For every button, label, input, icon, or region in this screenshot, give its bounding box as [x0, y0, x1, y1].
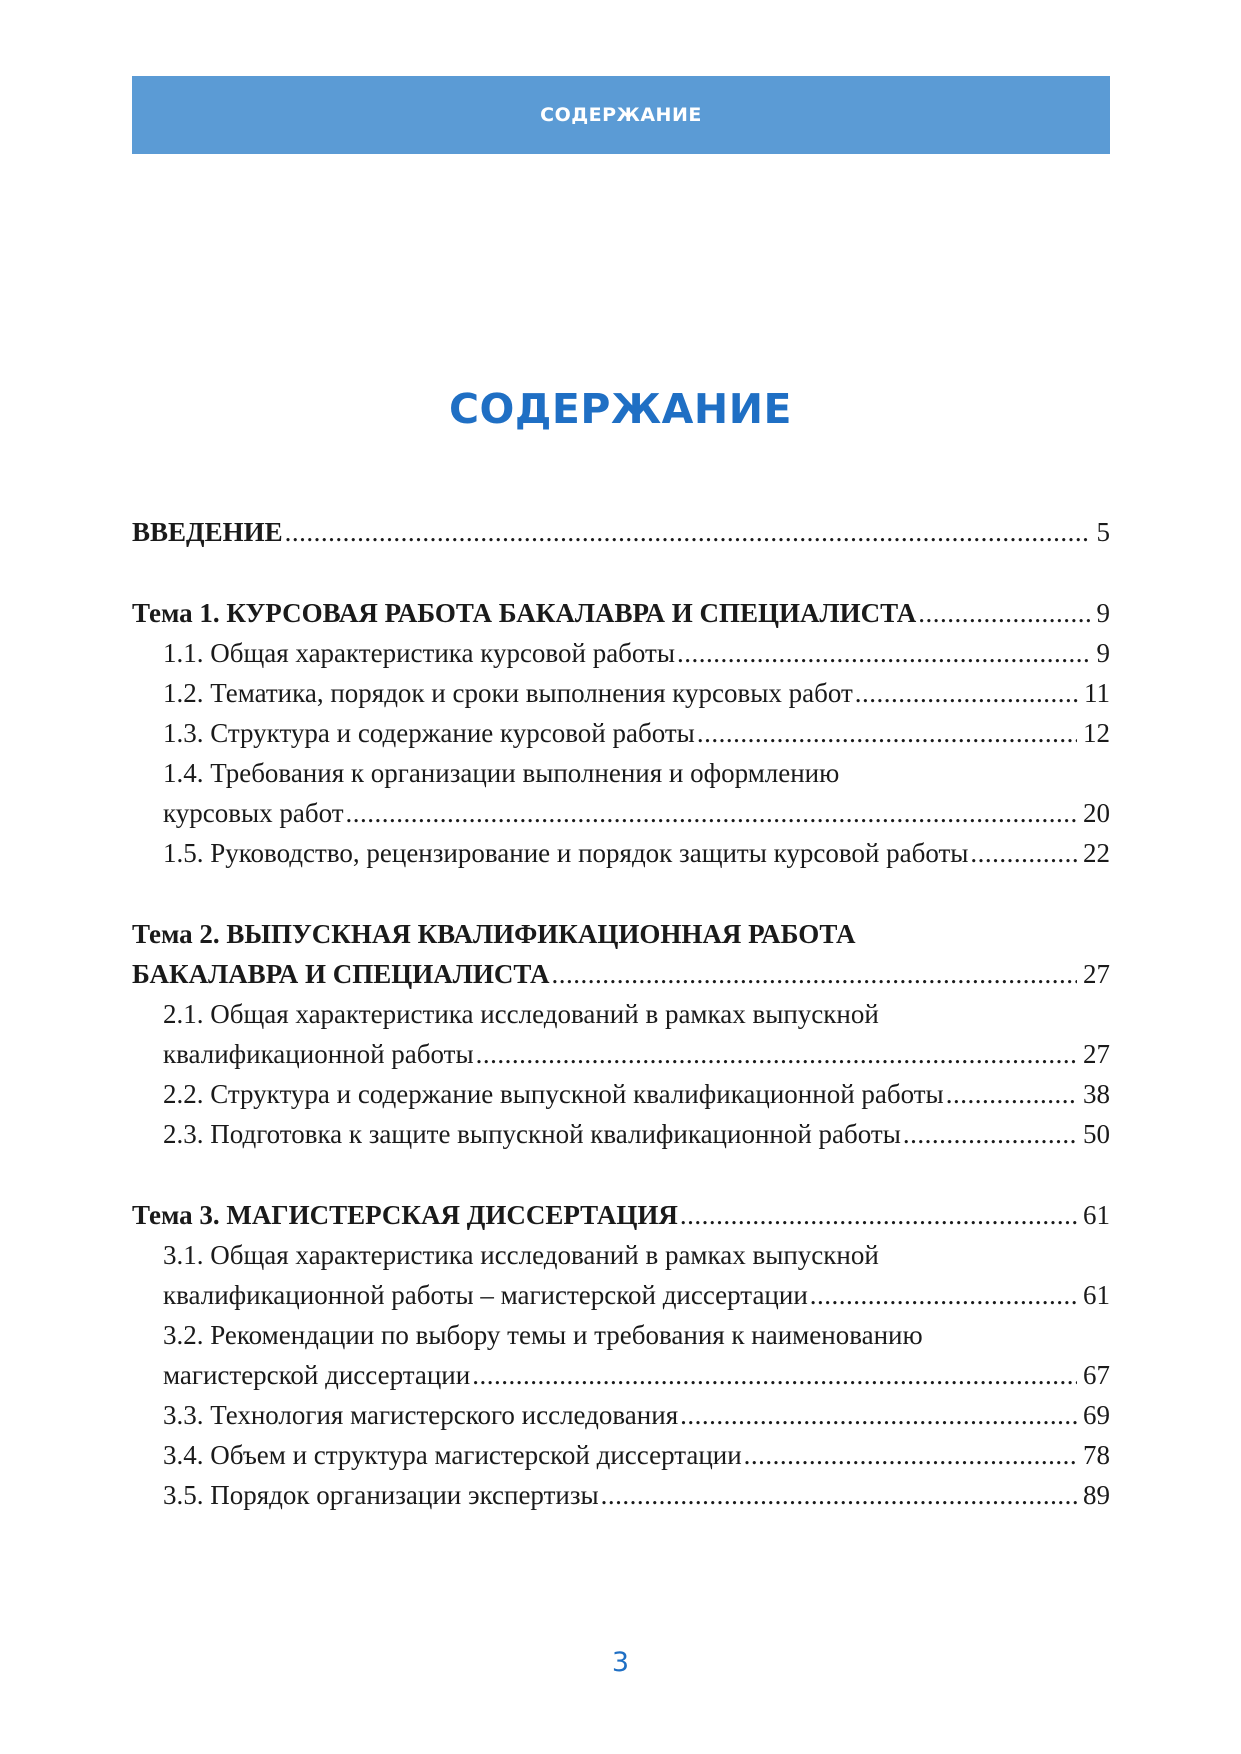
- toc-entry-label: 2.3. Подготовка к защите выпускной квалификационной работы: [163, 1119, 901, 1149]
- toc-entry-label: 3.2. Рекомендации по выбору темы и требования к наименованию: [163, 1320, 923, 1350]
- toc-entry-introduction[interactable]: [132, 512, 1110, 552]
- dot-leader: [855, 673, 1078, 713]
- toc-entry-2-3[interactable]: [132, 1114, 1110, 1154]
- toc-entry-label: Тема 1. КУРСОВАЯ РАБОТА БАКАЛАВРА И СПЕЦИАЛИСТА: [132, 598, 917, 628]
- toc-entry-label: ВВЕДЕНИЕ: [132, 517, 283, 547]
- toc-entry-1-4-line-2[interactable]: [132, 793, 1110, 833]
- toc-entry-1-2[interactable]: [132, 673, 1110, 713]
- toc-entry-label: Тема 3. МАГИСТЕРСКАЯ ДИССЕРТАЦИЯ: [132, 1200, 678, 1230]
- toc-entry-label: 3.5. Порядок организации экспертизы: [163, 1480, 599, 1510]
- toc-entry-label: БАКАЛАВРА И СПЕЦИАЛИСТА: [132, 959, 550, 989]
- toc-entry-3-2-line-1[interactable]: [132, 1315, 1110, 1355]
- toc-entry-1-3[interactable]: [132, 713, 1110, 753]
- toc-entry-topic-3[interactable]: [132, 1195, 1110, 1235]
- toc-entry-label: 1.2. Тематика, порядок и сроки выполнения курсовых работ: [163, 678, 853, 708]
- toc-entry-3-3[interactable]: [132, 1395, 1110, 1435]
- toc-entry-page: 27: [1083, 1039, 1110, 1069]
- toc-entry-1-4-line-1[interactable]: [132, 753, 1110, 793]
- dot-leader: [970, 833, 1077, 873]
- dot-leader: [346, 793, 1077, 833]
- toc-entry-label: 3.4. Объем и структура магистерской диссертации: [163, 1440, 742, 1470]
- toc-entry-label: 1.3. Структура и содержание курсовой работы: [163, 718, 695, 748]
- toc-entry-topic-2-line-1[interactable]: [132, 914, 1110, 954]
- toc-entry-page: 5: [1096, 517, 1110, 547]
- toc-entry-page: 9: [1096, 638, 1110, 668]
- dot-leader: [697, 713, 1077, 753]
- dot-leader: [946, 1074, 1077, 1114]
- toc-entry-page: 27: [1083, 959, 1110, 989]
- toc-entry-3-1-line-1[interactable]: [132, 1235, 1110, 1275]
- page-title: СОДЕРЖАНИЕ: [448, 385, 793, 433]
- toc-entry-1-5[interactable]: [132, 833, 1110, 873]
- dot-leader: [744, 1435, 1077, 1475]
- dot-leader: [472, 1355, 1077, 1395]
- dot-leader: [476, 1034, 1077, 1074]
- toc-entry-page: 89: [1083, 1480, 1110, 1510]
- toc-entry-page: 78: [1083, 1440, 1110, 1470]
- toc-entry-page: 69: [1083, 1400, 1110, 1430]
- dot-leader: [680, 1195, 1077, 1235]
- dot-leader: [903, 1114, 1077, 1154]
- toc-entry-label: 1.1. Общая характеристика курсовой работы: [163, 638, 675, 668]
- dot-leader: [552, 954, 1077, 994]
- toc-entry-1-1[interactable]: [132, 633, 1110, 673]
- toc-entry-label: 1.4. Требования к организации выполнения и оформлению: [163, 758, 840, 788]
- toc-entry-label: Тема 2. ВЫПУСКНАЯ КВАЛИФИКАЦИОННАЯ РАБОТА: [132, 919, 856, 949]
- toc-entry-label: 1.5. Руководство, рецензирование и порядок защиты курсовой работы: [163, 838, 969, 868]
- toc-entry-page: 9: [1096, 598, 1110, 628]
- toc-entry-3-1-line-2[interactable]: [132, 1275, 1110, 1315]
- toc-entry-label: квалификационной работы – магистерской диссертации: [163, 1280, 808, 1310]
- dot-leader: [680, 1395, 1077, 1435]
- toc-entry-3-4[interactable]: [132, 1435, 1110, 1475]
- toc-entry-label: квалификационной работы: [163, 1039, 474, 1069]
- toc-entry-label: курсовых работ: [163, 798, 344, 828]
- toc-entry-3-2-line-2[interactable]: [132, 1355, 1110, 1395]
- dot-leader: [810, 1275, 1077, 1315]
- page-number: 3: [611, 1647, 630, 1678]
- running-header: [132, 76, 1110, 154]
- toc-entry-page: 38: [1083, 1079, 1110, 1109]
- table-of-contents: [132, 512, 1110, 1515]
- toc-entry-page: 50: [1083, 1119, 1110, 1149]
- toc-entry-page: 12: [1083, 718, 1110, 748]
- toc-entry-2-1-line-2[interactable]: [132, 1034, 1110, 1074]
- toc-entry-label: 3.3. Технология магистерского исследования: [163, 1400, 679, 1430]
- toc-entry-page: 61: [1083, 1280, 1110, 1310]
- toc-entry-page: 61: [1083, 1200, 1110, 1230]
- toc-entry-page: 22: [1083, 838, 1110, 868]
- toc-entry-2-1-line-1[interactable]: [132, 994, 1110, 1034]
- toc-entry-label: 3.1. Общая характеристика исследований в рамках выпускной: [163, 1240, 879, 1270]
- toc-entry-label: 2.1. Общая характеристика исследований в рамках выпускной: [163, 999, 879, 1029]
- toc-entry-label: магистерской диссертации: [163, 1360, 471, 1390]
- toc-entry-topic-1[interactable]: [132, 593, 1110, 633]
- toc-entry-page: 67: [1083, 1360, 1110, 1390]
- dot-leader: [285, 512, 1091, 552]
- toc-entry-topic-2-line-2[interactable]: [132, 954, 1110, 994]
- toc-entry-3-5[interactable]: [132, 1475, 1110, 1515]
- toc-entry-label: 2.2. Структура и содержание выпускной квалификационной работы: [163, 1079, 944, 1109]
- toc-entry-page: 11: [1084, 678, 1110, 708]
- dot-leader: [918, 593, 1090, 633]
- toc-entry-2-2[interactable]: [132, 1074, 1110, 1114]
- toc-entry-page: 20: [1083, 798, 1110, 828]
- dot-leader: [677, 633, 1091, 673]
- running-header-title: СОДЕРЖАНИЕ: [540, 104, 702, 126]
- dot-leader: [601, 1475, 1077, 1515]
